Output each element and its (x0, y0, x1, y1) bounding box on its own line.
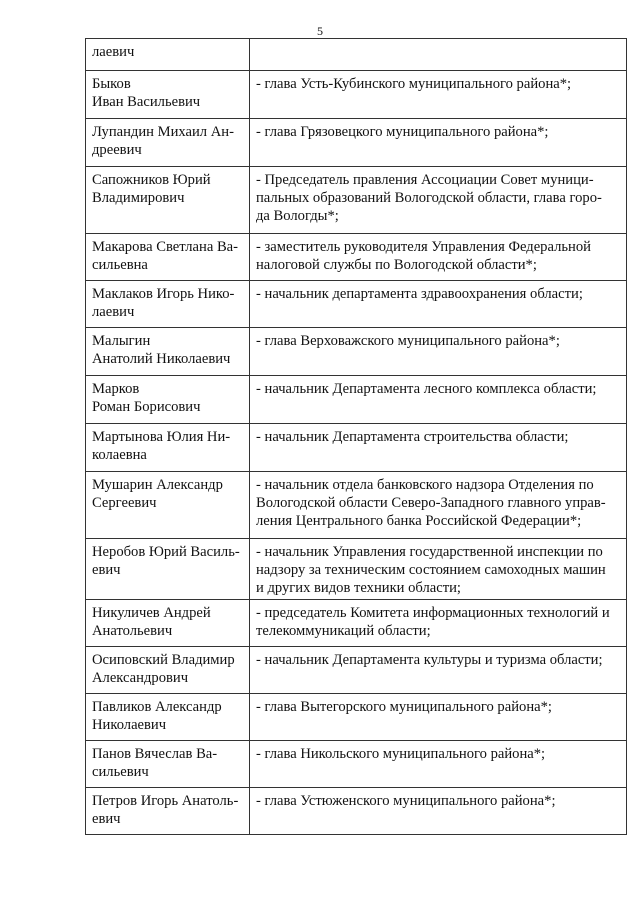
member-position: - глава Вытегорского муниципального района*; (250, 694, 627, 741)
member-name: Мартынова Юлия Ни- колаевна (86, 424, 250, 472)
member-name: Петров Игорь Анатоль- евич (86, 788, 250, 835)
member-position: - начальник Департамента культуры и туризма области; (250, 647, 627, 694)
member-position: - начальник Департамента лесного комплекса области; (250, 376, 627, 424)
table-row (86, 741, 627, 788)
member-position: - начальник Департамента строительства области; (250, 424, 627, 472)
member-name: Марков Роман Борисович (86, 376, 250, 424)
page-number: 5 (317, 24, 323, 38)
member-name: Быков Иван Васильевич (86, 71, 250, 119)
member-position: - заместитель руководителя Управления Федеральной налоговой службы по Вологодской области*; (250, 234, 627, 281)
member-name: Макарова Светлана Ва- сильевна (86, 234, 250, 281)
member-position: - глава Никольского муниципального района*; (250, 741, 627, 788)
table-row (86, 71, 627, 119)
table-row (86, 788, 627, 835)
table-row (86, 281, 627, 328)
table-row (86, 167, 627, 234)
member-position (250, 39, 627, 71)
member-position: - глава Верховажского муниципального района*; (250, 328, 627, 376)
table-row (86, 234, 627, 281)
member-position: - начальник департамента здравоохранения области; (250, 281, 627, 328)
member-name: Осиповский Владимир Александрович (86, 647, 250, 694)
member-name: Сапожников Юрий Владимирович (86, 167, 250, 234)
table-row (86, 328, 627, 376)
member-position: - начальник Управления государственной инспекции по надзору за техническим состоянием самоходных машин и других видов техники области; (250, 539, 627, 600)
member-name: Никуличев Андрей Анатольевич (86, 600, 250, 647)
member-name: Малыгин Анатолий Николаевич (86, 328, 250, 376)
members-table (85, 38, 627, 835)
member-position: - глава Грязовецкого муниципального района*; (250, 119, 627, 167)
member-name: Павликов Александр Николаевич (86, 694, 250, 741)
table-row (86, 472, 627, 539)
member-position: - начальник отдела банковского надзора Отделения по Вологодской области Северо-Западного главного управ- ления Центрального банка Российской Федерации*; (250, 472, 627, 539)
member-position: - глава Усть-Кубинского муниципального района*; (250, 71, 627, 119)
table-row (86, 376, 627, 424)
member-name: Маклаков Игорь Нико- лаевич (86, 281, 250, 328)
member-position: - глава Устюженского муниципального района*; (250, 788, 627, 835)
table-row (86, 647, 627, 694)
member-position: - председатель Комитета информационных технологий и телекоммуникаций области; (250, 600, 627, 647)
table-row (86, 424, 627, 472)
member-name: лаевич (86, 39, 250, 71)
member-name: Неробов Юрий Василь- евич (86, 539, 250, 600)
table-row (86, 600, 627, 647)
member-name: Мушарин Александр Сергеевич (86, 472, 250, 539)
table-row (86, 539, 627, 600)
member-name: Панов Вячеслав Ва- сильевич (86, 741, 250, 788)
table-row (86, 694, 627, 741)
member-name: Лупандин Михаил Ан- дреевич (86, 119, 250, 167)
table-row (86, 119, 627, 167)
member-position: - Председатель правления Ассоциации Совет муници- пальных образований Вологодской области, глава горо- да Вологды*; (250, 167, 627, 234)
table-row (86, 39, 627, 71)
